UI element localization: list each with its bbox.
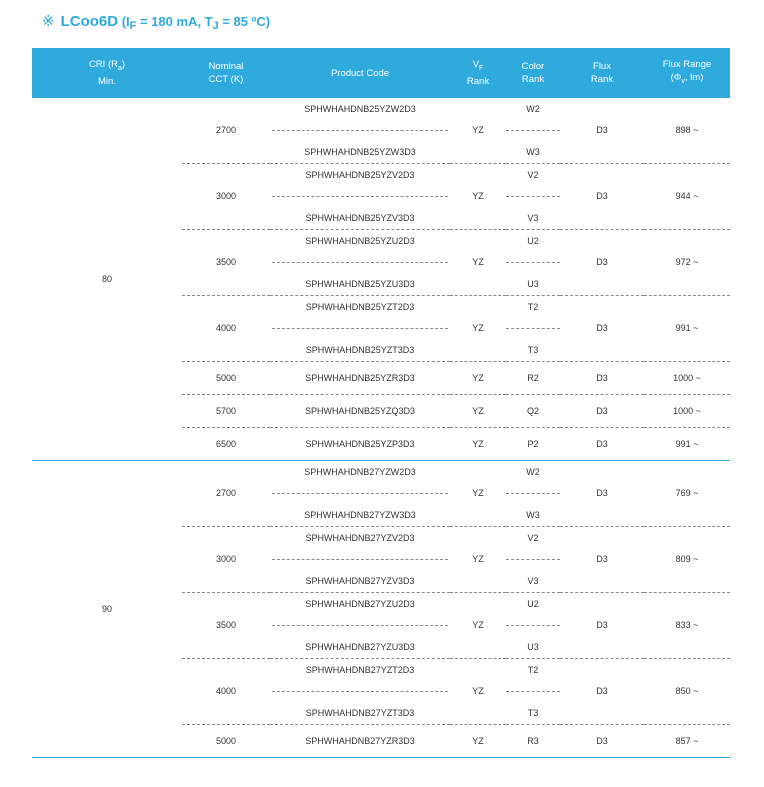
dashed-divider [506,559,560,560]
product-code-cell [270,527,450,593]
product-code-cell: SPHWHAHDNB27YZR3D3 [270,725,450,758]
cct-cell: 2700 [182,461,270,527]
dashed-divider [272,196,448,197]
header-cri: CRI $(R_a)$ Min. [32,48,182,98]
cct-cell: 3500 [182,593,270,659]
product-code-cell-bottom: SPHWHAHDNB27YZT3D3 [305,707,415,718]
reference-mark-icon: ※ [42,13,55,30]
vf-rank-cell: YZ [450,164,506,230]
product-code-cell-bottom: SPHWHAHDNB27YZU3D3 [305,641,415,652]
cct-cell: 2700 [182,98,270,164]
color-rank-cell-bottom: T3 [527,707,539,718]
color-rank-cell: P2 [506,428,560,461]
table-header-row [32,48,730,98]
product-code-cell-top: SPHWHAHDNB27YZV2D3 [305,532,415,543]
product-code-cell-top: SPHWHAHDNB27YZW2D3 [304,466,416,477]
color-rank-cell-top: V2 [527,532,539,543]
product-code-cell [270,659,450,725]
dashed-divider [272,625,448,626]
flux-range-cell: 1000 ~ [644,362,730,395]
vf-rank-cell: YZ [450,461,506,527]
product-code-cell-top: SPHWHAHDNB25YZU2D3 [305,235,415,246]
cct-cell: 5000 [182,725,270,758]
dashed-divider [506,328,560,329]
cct-cell: 6500 [182,428,270,461]
product-code-cell [270,461,450,527]
product-code-cell [270,164,450,230]
vf-rank-cell: YZ [450,527,506,593]
color-rank-cell: R2 [506,362,560,395]
dashed-divider [272,262,448,263]
dashed-divider [506,130,560,131]
product-code-cell-top: SPHWHAHDNB27YZT2D3 [305,664,415,675]
flux-range-cell: 898 ~ [644,98,730,164]
vf-rank-cell: YZ [450,296,506,362]
flux-rank-cell: D3 [560,725,644,758]
flux-rank-cell: D3 [560,527,644,593]
color-rank-cell-bottom: V3 [527,575,539,586]
header-product-code: Product Code [270,48,450,98]
dashed-divider [272,328,448,329]
dashed-divider [272,130,448,131]
product-code-cell-bottom: SPHWHAHDNB25YZT3D3 [305,344,415,355]
color-rank-cell: Q2 [506,395,560,428]
color-rank-cell [506,296,560,362]
cri-cell: 90 [32,461,182,758]
product-code-cell: SPHWHAHDNB25YZR3D3 [270,362,450,395]
table-row [32,98,730,164]
flux-rank-cell: D3 [560,296,644,362]
vf-rank-cell: YZ [450,593,506,659]
color-rank-cell-bottom: U3 [527,641,539,652]
product-code-cell-top: SPHWHAHDNB27YZU2D3 [305,598,415,609]
header-vf-rank: $V_F$ Rank [450,48,506,98]
cri-cell: 80 [32,98,182,461]
table-body [32,98,730,758]
color-rank-cell-bottom: W3 [526,146,540,157]
color-rank-cell-top: U2 [527,235,539,246]
header-flux-range: Flux Range ($\Phi_v$, lm) [644,48,730,98]
dashed-divider [506,493,560,494]
product-code-cell: SPHWHAHDNB25YZP3D3 [270,428,450,461]
product-code-cell [270,593,450,659]
color-rank-cell [506,527,560,593]
model-code: LCoo6D [60,13,119,30]
color-rank-cell-bottom: W3 [526,509,540,520]
flux-range-cell: 857 ~ [644,725,730,758]
color-rank-cell-top: V2 [527,169,539,180]
color-rank-cell-top: W2 [526,103,540,114]
table-title: ※ LCoo6D ($I_F = 180$ mA, $T_J = 85$ ºC) [42,13,271,32]
product-code-cell-top: SPHWHAHDNB25YZT2D3 [305,301,415,312]
header-cct: Nominal CCT (K) [182,48,270,98]
color-rank-cell [506,98,560,164]
dashed-divider [272,559,448,560]
color-rank-cell-top: T2 [527,301,539,312]
product-code-cell: SPHWHAHDNB25YZQ3D3 [270,395,450,428]
cct-cell: 3000 [182,527,270,593]
product-code-cell-bottom: SPHWHAHDNB25YZU3D3 [305,278,415,289]
vf-rank-cell: YZ [450,428,506,461]
flux-range-cell: 991 ~ [644,296,730,362]
vf-rank-cell: YZ [450,725,506,758]
dashed-divider [272,493,448,494]
color-rank-cell [506,230,560,296]
flux-rank-cell: D3 [560,593,644,659]
cct-cell: 5000 [182,362,270,395]
product-code-cell-bottom: SPHWHAHDNB25YZW3D3 [304,146,416,157]
product-code-cell [270,230,450,296]
flux-rank-cell: D3 [560,395,644,428]
cct-cell: 3000 [182,164,270,230]
color-rank-cell-top: U2 [527,598,539,609]
flux-rank-cell: D3 [560,362,644,395]
color-rank-cell-top: T2 [527,664,539,675]
product-code-cell [270,98,450,164]
product-code-cell-bottom: SPHWHAHDNB25YZV3D3 [305,212,415,223]
flux-range-cell: 850 ~ [644,659,730,725]
vf-rank-cell: YZ [450,98,506,164]
color-rank-cell [506,461,560,527]
dashed-divider [272,691,448,692]
product-code-cell-top: SPHWHAHDNB25YZV2D3 [305,169,415,180]
flux-range-cell: 809 ~ [644,527,730,593]
table-row [32,461,730,527]
product-code-cell [270,296,450,362]
header-flux-rank: Flux Rank [560,48,644,98]
vf-rank-cell: YZ [450,659,506,725]
flux-range-cell: 833 ~ [644,593,730,659]
cct-cell: 3500 [182,230,270,296]
cct-cell: 4000 [182,296,270,362]
product-code-cell-bottom: SPHWHAHDNB27YZV3D3 [305,575,415,586]
color-rank-cell-bottom: U3 [527,278,539,289]
color-rank-cell [506,659,560,725]
flux-rank-cell: D3 [560,659,644,725]
flux-range-cell: 991 ~ [644,428,730,461]
vf-rank-cell: YZ [450,362,506,395]
vf-rank-cell: YZ [450,395,506,428]
flux-range-cell: 769 ~ [644,461,730,527]
dashed-divider [506,262,560,263]
product-code-table [32,48,730,758]
dashed-divider [506,196,560,197]
color-rank-cell-top: W2 [526,466,540,477]
header-color-rank: Color Rank [506,48,560,98]
flux-rank-cell: D3 [560,461,644,527]
flux-range-cell: 944 ~ [644,164,730,230]
flux-rank-cell: D3 [560,230,644,296]
flux-rank-cell: D3 [560,98,644,164]
dashed-divider [506,691,560,692]
color-rank-cell: R3 [506,725,560,758]
cct-cell: 5700 [182,395,270,428]
flux-rank-cell: D3 [560,428,644,461]
vf-rank-cell: YZ [450,230,506,296]
flux-range-cell: 1000 ~ [644,395,730,428]
dashed-divider [506,625,560,626]
color-rank-cell [506,593,560,659]
flux-rank-cell: D3 [560,164,644,230]
product-code-cell-bottom: SPHWHAHDNB27YZW3D3 [304,509,416,520]
product-code-cell-top: SPHWHAHDNB25YZW2D3 [304,103,416,114]
color-rank-cell [506,164,560,230]
cct-cell: 4000 [182,659,270,725]
flux-range-cell: 972 ~ [644,230,730,296]
color-rank-cell-bottom: V3 [527,212,539,223]
color-rank-cell-bottom: T3 [527,344,539,355]
